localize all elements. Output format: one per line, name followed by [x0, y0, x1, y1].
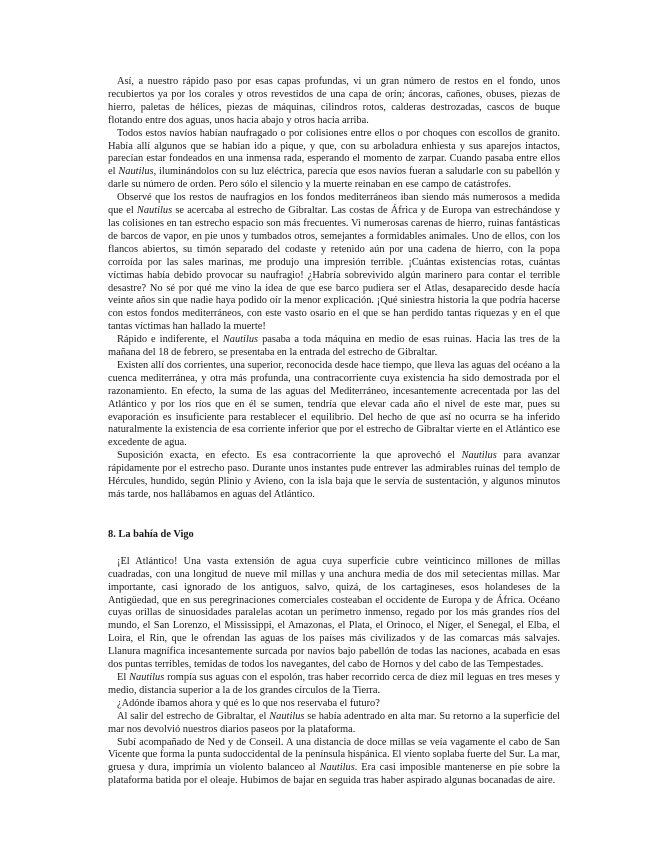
text-run: ¿Adónde íbamos ahora y qué es lo que nos reservaba el futuro? [117, 697, 380, 709]
text-run: Así, a nuestro rápido paso por esas capas profundas, vi un gran número de restos en el fondo, unos recubiertos ya por los corales y otros revestidos de una capa de orín; áncoras, cañones, obuses, piezas de hierro, paletas de hélices, piezas de máquinas, cilindros rotos, calderas destrozadas, cascos de buque flotando entre dos aguas, unos hacia abajo y otros hacia arriba. [108, 76, 560, 126]
text-run: ¡El Atlántico! Una vasta extensión de agua cuya superficie cubre veinticinco millones de millas cuadradas, con una longitud de nueve mil millas y una anchura media de dos mil setecientas millas. Mar importante, casi ignorado de los antiguos, salvo, quizá, de los cartagineses, esos holandeses de la Antigüedad, que en sus peregrinaciones comerciales costeaban el occidente de Europa y de África. Océano cuyas orillas de sinuosidades paralelas acotan un perímetro inmenso, regado por los más grandes ríos del mundo, el San Lorenzo, el Mississippi, el Amazonas, el Plata, el Orinoco, el Níger, el Senegal, el Elba, el Loira, el Rin, que le ofrendan las aguas de los países más civilizados y de las comarcas más salvajes. Llanura magnífica incesantemente surcada por navíos bajo pabellón de todas las naciones, acabada en esas dos puntas terribles, temidas de todos los navegantes, del cabo de Hornos y del cabo de las Tempestades. [108, 555, 560, 671]
text-run: Al salir del estrecho de Gibraltar, el [117, 710, 270, 722]
paragraph [108, 128, 560, 193]
paragraph [108, 192, 560, 334]
paragraph [108, 556, 560, 672]
paragraph [108, 711, 560, 737]
text-run: Observé que los restos de naufragios en los fondos mediterráneos iban siendo más numerosos a medida que el [108, 192, 560, 217]
italic-ship-name: Nautilus [129, 671, 165, 683]
italic-ship-name: Nautilus [136, 205, 173, 217]
book-page [108, 76, 560, 788]
text-run: . Era casi imposible mantenerse en pie sobre la plataforma batida por el oleaje. Hubimos de bajar en seguida tras haber aspirado algunas bocanadas de aire. [108, 762, 560, 787]
paragraph [108, 360, 560, 450]
text-run: rompía sus aguas con el espolón, tras haber recorrido cerca de diez mil leguas en tres meses y medio, distancia superior a la de los grandes círculos de la Tierra. [108, 671, 560, 696]
text-run: Rápido e indiferente, el [117, 334, 223, 346]
paragraph [108, 737, 560, 789]
italic-ship-name: Nautilus [269, 710, 305, 722]
chapter-body [108, 556, 560, 788]
text-run: Suposición exacta, en efecto. Es esa contracorriente la que aprovechó el [117, 450, 462, 462]
italic-ship-name: Nautilus [461, 450, 497, 462]
paragraph [108, 334, 560, 360]
italic-ship-name: Nautilus [118, 166, 154, 178]
text-run: , iluminándolos con su luz eléctrica, parecía que esos navíos fueran a saludarle con su pabellón y darle su número de orden. Pero sólo el silencio y la muerte reinaban en ese campo de catástrofes. [108, 166, 560, 191]
paragraph [108, 450, 560, 502]
text-run: Todos estos navíos habían naufragado o por colisiones entre ellos o por choques con escollos de granito. Había allí algunos que se habían ido a pique, y que, con su arboladura enhiesta y sus aparejos intactos, parecían estar fondeados en una inmensa rada, esperando el momento de zarpar. Cuando pasaba entre ellos el [108, 127, 560, 178]
text-run: se había adentrado en alta mar. Su retorno a la superficie del mar nos devolvió nuestros diarios paseos por la plataforma. [108, 710, 560, 735]
text-run: para avanzar rápidamente por el estrecho paso. Durante unos instantes pude entrever las admirables ruinas del templo de Hércules, hundido, según Plinio y Avieno, con la isla baja que le servía de sustentación, y algunos minutos más tarde, nos hallábamos en aguas del Atlántico. [108, 450, 561, 500]
text-run: Subí acompañado de Ned y de Conseil. A una distancia de doce millas se veía vagamente el cabo de San Vicente que forma la punta sudoccidental de la península hispánica. El viento soplaba fuerte del Sur. La mar, gruesa y dura, imprimía un violento balanceo al [108, 736, 560, 774]
text-run: El [117, 671, 130, 683]
paragraph [108, 672, 560, 698]
chapter-heading: 8. La bahía de Vigo [108, 528, 194, 540]
italic-ship-name: Nautilus [222, 334, 259, 346]
italic-ship-name: Nautilus [319, 762, 355, 774]
text-run: se acercaba al estrecho de Gibraltar. Las costas de África y de Europa van estrechándose y las colisiones en tan estrecho espacio son más frecuentes. Vi numerosas carenas de hierro, ruinas fantásticas de barcos de vapor, en pie unos y tumbados otros, semejantes a formidables animales. Uno de ellos, con los flancos abiertos, su timón separado del codaste y retenido aún por una cadena de hierro, con la popa corroída por las sales marinas, me produjo una impresión terrible. ¡Cuántas existencias rotas, cuántas víctimas había debido provocar su naufragio! ¿Habría sobrevivido algún marinero para contar el terrible desastre? No sé por qué me vino la idea de que ese barco pudiera ser el Atlas, desaparecido desde hacía veinte años sin que nadie haya podido oír la menor explicación. ¡Qué siniestra historia la que podría hacerse con estos fondos mediterráneos, con este vasto osario en el que se han perdido tantas riquezas y en el que tantas víctimas han hallado la muerte! [108, 205, 560, 333]
paragraph [108, 698, 560, 711]
text-run: pasaba a toda máquina en medio de esas ruinas. Hacia las tres de la mañana del 18 de febrero, se presentaba en la entrada del estrecho de Gibraltar. [108, 334, 560, 359]
text-run: Existen allí dos corrientes, una superior, reconocida desde hace tiempo, que lleva las aguas del océano a la cuenca mediterránea, y otra más profunda, una contracorriente cuya existencia ha sido demostrada por el razonamiento. En efecto, la suma de las aguas del Mediterráneo, incesantemente acrecentada por las del Atlántico y por los ríos que en él se sumen, tendría que elevar cada año el nivel de este mar, pues su evaporación es insuficiente para restablecer el equilibrio. Del hecho de que así no ocurra se ha inferido naturalmente la existencia de esa corriente inferior que por el estrecho de Gibraltar vierte en el Atlántico ese excedente de agua. [108, 359, 560, 449]
section-before-chapter [108, 76, 560, 502]
paragraph [108, 76, 560, 128]
